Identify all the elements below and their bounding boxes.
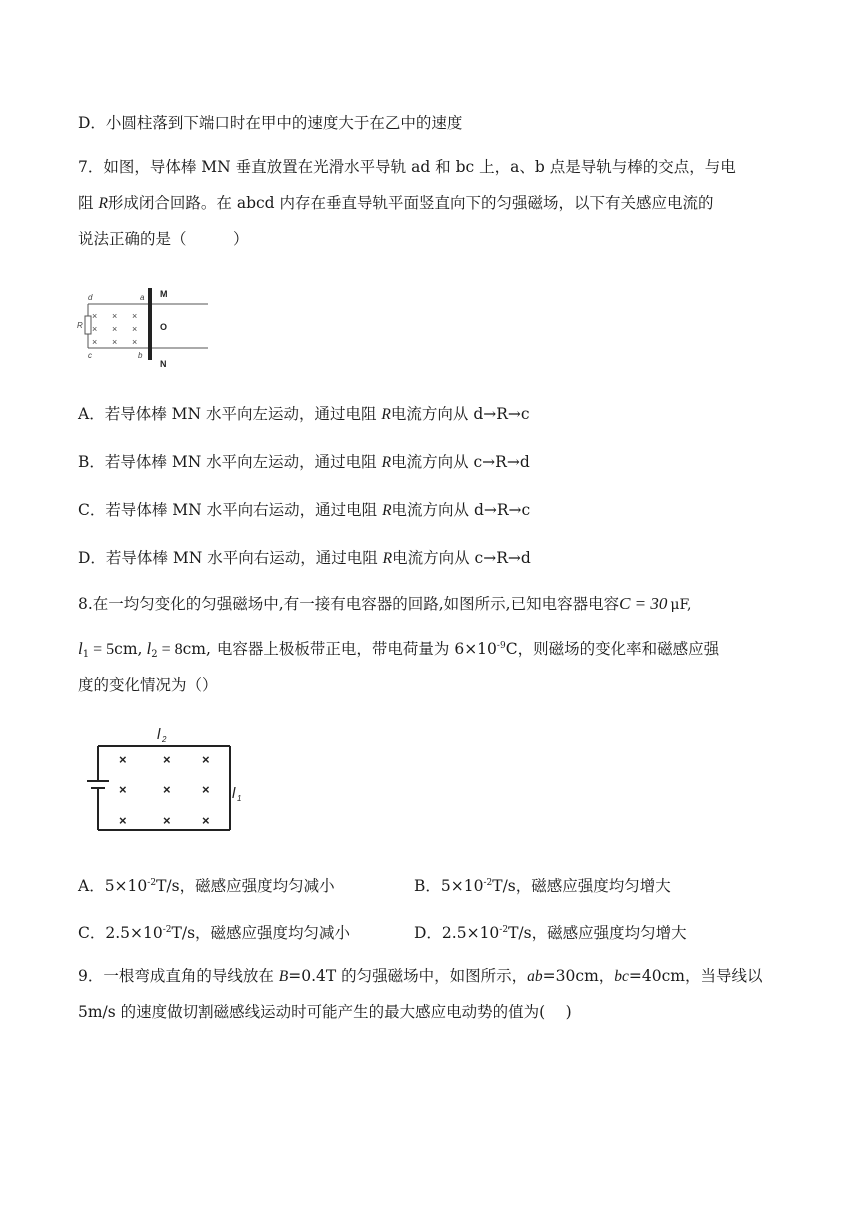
q7-stem-line3: 说法正确的是（ ） [78,230,249,248]
q7-option-c-pre: C．若导体棒 MN 水平向右运动，通过电阻 [78,501,383,519]
q8-l2-subscript: 2 [151,649,158,660]
q8-option-b [414,873,671,896]
q7-stem-line2 [78,193,714,214]
q9-line1-a: 9．一根弯成直角的导线放在 [78,967,279,985]
q7-label-c: c [88,351,92,360]
q7-rail-figure [76,282,212,372]
q8-l1-subscript: 1 [82,649,90,660]
q9-bc-symbol: bc [614,968,629,985]
q8-label-l2-sub: 2 [162,735,167,744]
q8-stem-line1 [78,594,691,615]
q7-cross: × [132,337,138,347]
q9-line1-c: =30cm， [542,967,615,985]
q7-label-a: a [140,293,145,302]
q8-cross: × [119,813,127,828]
q7-option-b-pre: B．若导体棒 MN 水平向左运动，通过电阻 [78,453,382,471]
q9-line1-b: =0.4T 的匀强磁场中，如图所示， [288,967,528,985]
q7-cross: × [92,324,98,334]
q7-cross: × [92,311,98,321]
q8-capacitance-expr: C = 30 [619,594,668,613]
q9-stem-line2: 5m/s 的速度做切割磁感线运动时可能产生的最大感应电动势的值为( ) [78,1003,572,1021]
q8-option-d-exp: -2 [499,925,509,935]
q8-option-a-pre: A．5×10 [78,877,148,895]
q8-option-b-pre: B．5×10 [414,877,484,895]
q7-cross: × [112,337,118,347]
q8-option-d-pre: D．2.5×10 [414,924,500,942]
q7-cross: × [92,337,98,347]
q8-option-c-exp: -2 [162,925,172,935]
q7-label-b: b [138,351,143,360]
q8-option-c-pre: C．2.5×10 [78,924,163,942]
q6-option-d: D．小圆柱落到下端口时在甲中的速度大于在乙中的速度 [78,114,463,132]
q7-stem-line2-post: 形成闭合回路。在 abcd 内存在垂直导轨平面竖直向下的匀强磁场，以下有关感应电流的 [107,194,714,212]
q7-cross: × [132,311,138,321]
q8-stem-line3: 度的变化情况为（） [78,676,218,694]
q8-cross: × [163,813,171,828]
q8-option-c-post: T/s，磁感应强度均匀减小 [171,924,351,942]
q8-option-d-post: T/s，磁感应强度均匀增大 [508,924,687,942]
q8-l2-value: = 8 [157,641,183,658]
q8-cross: × [163,782,171,797]
q9-b-symbol: B [278,968,289,985]
q9-line1-d: =40cm，当导线以 [628,967,763,985]
q8-option-b-exp: -2 [483,878,493,888]
q8-circuit-figure [82,724,258,834]
q8-option-a [78,873,335,896]
q7-option-b [78,452,530,473]
q8-capacitance-unit: μF, [670,597,692,613]
q7-cross: × [112,311,118,321]
q7-option-a-r: R [381,406,391,423]
q7-label-r: R [77,321,83,330]
q7-stem-line1: 7．如图，导体棒 MN 垂直放置在光滑水平导轨 ad 和 bc 上，a、b 点是导轨与棒的交点，与电 [78,158,736,176]
q7-stem-r: R [98,195,108,212]
q8-l1-unit: cm, [114,640,143,658]
q8-option-d [414,920,687,943]
q8-cross: × [202,752,210,767]
q8-option-a-exp: -2 [147,878,157,888]
q7-option-c-r: R [382,502,392,519]
q7-option-a-post: 电流方向从 d→R→c [390,405,530,423]
q8-cross: × [202,782,210,797]
q8-label-l1: l [232,785,236,802]
q7-option-a-pre: A．若导体棒 MN 水平向左运动，通过电阻 [78,405,382,423]
q7-label-o: O [160,322,168,332]
q8-stem-line2 [78,636,719,665]
q8-l2-unit: cm, [182,640,211,658]
q8-option-c [78,920,350,943]
q7-label-n: N [160,359,167,369]
q7-option-d-pre: D．若导体棒 MN 水平向右运动，通过电阻 [78,549,383,567]
q7-option-b-r: R [381,454,392,471]
q8-l1-value: = 5 [89,641,115,658]
q7-option-c [78,500,530,521]
q7-label-d: d [88,293,93,302]
q8-cross: × [163,752,171,767]
q7-label-m: M [160,289,168,299]
q8-label-l2: l [157,726,161,743]
q8-option-a-post: T/s，磁感应强度均匀减小 [156,877,335,895]
q7-option-a [78,404,530,425]
q7-option-d [78,548,531,569]
q9-ab-symbol: ab [527,968,543,985]
q8-option-b-post: T/s，磁感应强度均匀增大 [492,877,671,895]
q8-charge-exponent: -9 [496,641,506,651]
q7-option-c-post: 电流方向从 d→R→c [391,501,531,519]
q8-cross: × [119,752,127,767]
q8-stem-line2-end: C，则磁场的变化率和磁感应强 [505,640,720,658]
q7-option-b-post: 电流方向从 c→R→d [391,453,530,471]
q7-rod-mn [148,288,152,360]
q9-stem-line1 [78,966,763,987]
q8-stem-line1-pre: 8.在一均匀变化的匀强磁场中,有一接有电容器的回路,如图所示,已知电容器电容 [78,595,620,613]
q7-option-d-post: 电流方向从 c→R→d [392,549,531,567]
q8-stem-line2-mid: 电容器上极板带正电，带电荷量为 6×10 [216,640,497,658]
q7-stem-line2-pre: 阻 [78,194,99,212]
q7-cross: × [112,324,118,334]
q7-option-d-r: R [382,550,393,567]
q8-cross: × [202,813,210,828]
q7-cross: × [132,324,138,334]
q8-l1-symbol: l [78,639,83,658]
q8-cross: × [119,782,127,797]
q8-label-l1-sub: 1 [237,794,242,803]
q8-l2-symbol: l [146,639,152,658]
